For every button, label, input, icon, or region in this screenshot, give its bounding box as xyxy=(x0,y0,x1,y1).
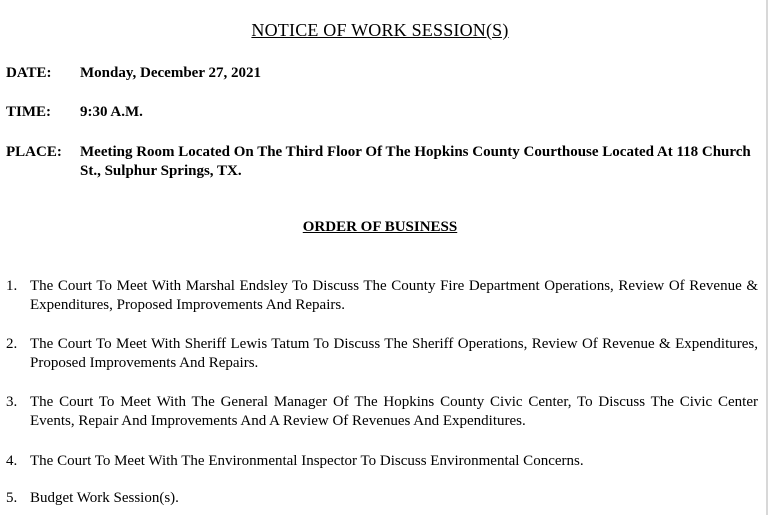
agenda-item-text: The Court To Meet With The General Manager Of The Hopkins County Civic Center, To Discuss The Civic Center Events, Repair And Improvements And A Review Of Revenues And Expenditures. xyxy=(30,394,758,429)
date-label: DATE: xyxy=(6,65,52,81)
place-label: PLACE: xyxy=(6,144,62,160)
agenda-item-number: 4. xyxy=(6,453,18,469)
place-value: Meeting Room Located On The Third Floor Of The Hopkins County Courthouse Located At 118 Church St., Sulphur Springs, TX. xyxy=(80,144,751,179)
time-value: 9:30 A.M. xyxy=(80,104,143,120)
agenda-item-number: 3. xyxy=(6,394,18,410)
agenda-item-text: Budget Work Session(s). xyxy=(30,490,179,506)
agenda-item-number: 2. xyxy=(6,336,18,352)
agenda-item-text: The Court To Meet With Marshal Endsley To Discuss The County Fire Department Operations, Review Of Revenue & Expenditures, Proposed Improvements And Repairs. xyxy=(30,278,758,313)
time-label: TIME: xyxy=(6,104,51,120)
date-value: Monday, December 27, 2021 xyxy=(80,65,261,81)
agenda-item-text: The Court To Meet With The Environmental Inspector To Discuss Environmental Concerns. xyxy=(30,453,584,469)
order-of-business-heading: ORDER OF BUSINESS xyxy=(302,219,458,235)
agenda-item-number: 5. xyxy=(6,490,18,506)
notice-title: NOTICE OF WORK SESSION(S) xyxy=(251,20,509,40)
agenda-item-number: 1. xyxy=(6,278,18,294)
agenda-item-text: The Court To Meet With Sheriff Lewis Tatum To Discuss The Sheriff Operations, Review Of Revenue & Expenditures, Proposed Improvements And Repairs. xyxy=(30,336,758,371)
